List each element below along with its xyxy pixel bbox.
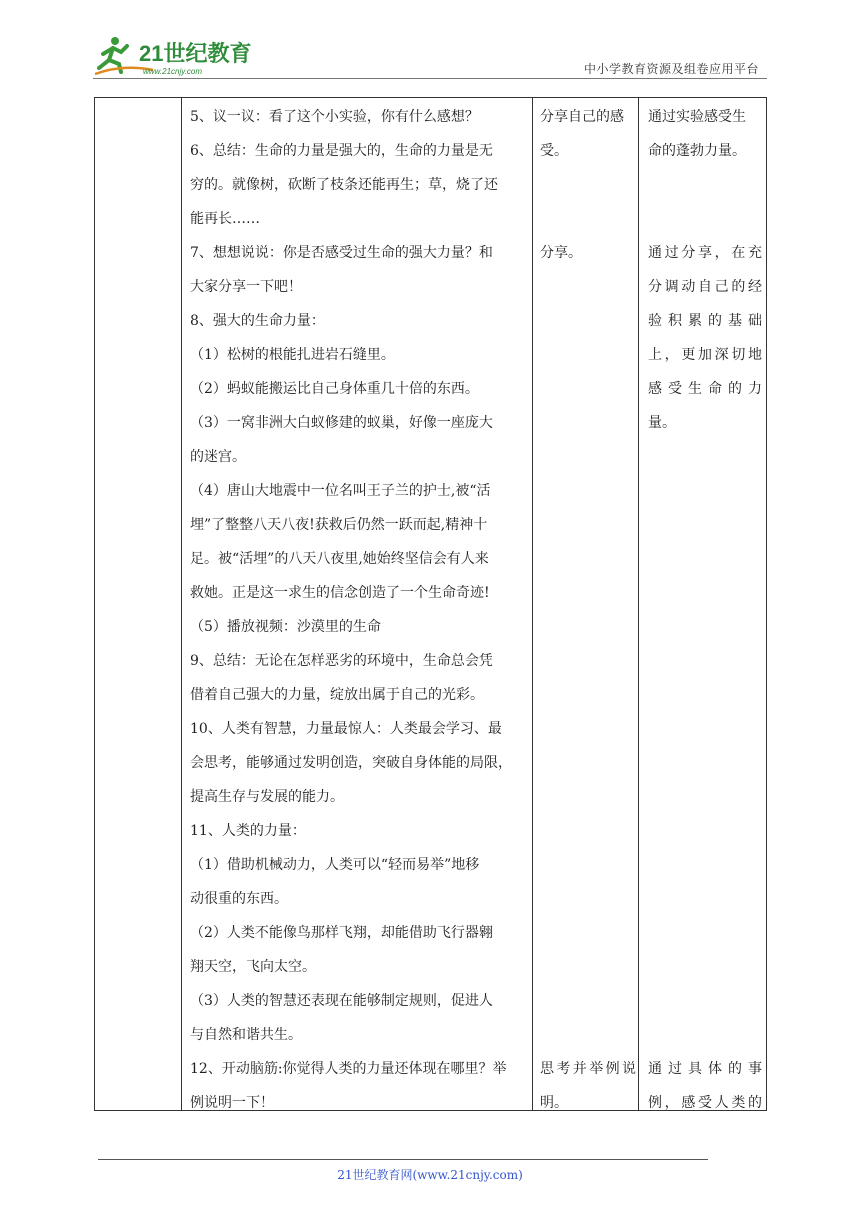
content-line: 埋”了整整八天八夜!获救后仍然一跃而起,精神十 xyxy=(190,517,488,533)
intent-text: 验积累的基础 xyxy=(648,313,762,329)
intent-text: 通过分享，在充 xyxy=(648,245,762,261)
intent-text: 命的蓬勃力量。 xyxy=(648,143,746,159)
footer-link[interactable]: 21世纪教育网(www.21cnjy.com) xyxy=(337,1168,523,1182)
svg-text:21世纪教育: 21世纪教育 xyxy=(139,41,252,66)
content-line: 能再长…… xyxy=(190,211,260,227)
column-divider xyxy=(532,98,533,1110)
content-line: 穷的。就像树，砍断了枝条还能再生；草，烧了还 xyxy=(190,177,498,193)
content-line: 的迷宫。 xyxy=(190,449,246,465)
content-line: （3）一窝非洲大白蚁修建的蚁巢，好像一座庞大 xyxy=(190,415,493,431)
content-line: 大家分享一下吧！ xyxy=(190,279,302,295)
content-line: 10、人类有智慧，力量最惊人：人类最会学习、最 xyxy=(190,721,502,737)
content-line: 借着自己强大的力量，绽放出属于自己的光彩。 xyxy=(190,687,484,703)
intent-text: 上，更加深切地 xyxy=(648,347,762,363)
content-line: 会思考，能够通过发明创造，突破自身体能的局限， xyxy=(190,755,512,771)
student-text: 分享。 xyxy=(540,245,582,261)
intent-text: 分调动自己的经 xyxy=(648,279,762,295)
teaching-content-cell xyxy=(190,100,530,1120)
page-header xyxy=(93,30,767,78)
content-line: （2）人类不能像鸟那样飞翔，却能借助飞行器翱 xyxy=(190,925,493,941)
content-line: （1）松树的根能扎进岩石缝里。 xyxy=(190,347,395,363)
content-line: 8、强大的生命力量： xyxy=(190,313,325,329)
student-text: 分享自己的感 xyxy=(540,109,624,125)
content-line: （1）借助机械动力，人类可以“轻而易举”地移 xyxy=(190,857,480,873)
student-text: 思考并举例说 xyxy=(540,1061,636,1077)
content-line: 5、议一议：看了这个小实验，你有什么感想？ xyxy=(190,109,479,125)
design-intent-3 xyxy=(648,1052,762,1120)
site-logo xyxy=(93,34,258,76)
column-divider xyxy=(638,98,639,1110)
header-divider xyxy=(93,78,767,79)
column-divider xyxy=(181,98,182,1110)
content-line: 救她。正是这一求生的信念创造了一个生命奇迹! xyxy=(190,585,490,601)
content-line: 提高生存与发展的能力。 xyxy=(190,789,344,805)
svg-text:www.21cnjy.com: www.21cnjy.com xyxy=(143,67,202,76)
footer-divider xyxy=(98,1159,708,1160)
content-line: 翔天空，飞向太空。 xyxy=(190,959,316,975)
content-line: 12、开动脑筋:你觉得人类的力量还体现在哪里？举 xyxy=(190,1061,507,1077)
lesson-table xyxy=(94,97,767,1111)
intent-text: 通过具体的事 xyxy=(648,1061,762,1077)
student-activity-3 xyxy=(540,1052,636,1120)
platform-name: 中小学教育资源及组卷应用平台 xyxy=(583,62,759,76)
content-line: 足。被“活埋”的八天八夜里,她始终坚信会有人来 xyxy=(190,551,489,567)
design-intent-2 xyxy=(648,236,762,440)
intent-text: 量。 xyxy=(648,415,676,431)
student-activity-2 xyxy=(540,236,636,270)
intent-text: 例，感受人类的 xyxy=(648,1095,762,1111)
content-line: 9、总结：无论在怎样恶劣的环境中，生命总会凭 xyxy=(190,653,493,669)
content-line: 与自然和谐共生。 xyxy=(190,1027,302,1043)
student-text: 受。 xyxy=(540,143,568,159)
content-line: （2）蚂蚁能搬运比自己身体重几十倍的东西。 xyxy=(190,381,479,397)
student-activity-1 xyxy=(540,100,636,168)
content-line: 动很重的东西。 xyxy=(190,891,288,907)
content-line: （3）人类的智慧还表现在能够制定规则，促进人 xyxy=(190,993,493,1009)
content-line: （5）播放视频：沙漠里的生命 xyxy=(190,619,381,635)
content-line: 例说明一下！ xyxy=(190,1095,274,1111)
runner-logo-icon xyxy=(93,34,258,76)
intent-text: 通过实验感受生 xyxy=(648,109,746,125)
content-line: 7、想想说说：你是否感受过生命的强大力量？和 xyxy=(190,245,493,261)
content-line: 11、人类的力量： xyxy=(190,823,306,839)
content-line: （4）唐山大地震中一位名叫王子兰的护士,被“活 xyxy=(190,483,491,499)
intent-text: 感受生命的力 xyxy=(648,381,762,397)
design-intent-1 xyxy=(648,100,762,168)
student-text: 明。 xyxy=(540,1095,568,1111)
content-line: 6、总结：生命的力量是强大的，生命的力量是无 xyxy=(190,143,493,159)
